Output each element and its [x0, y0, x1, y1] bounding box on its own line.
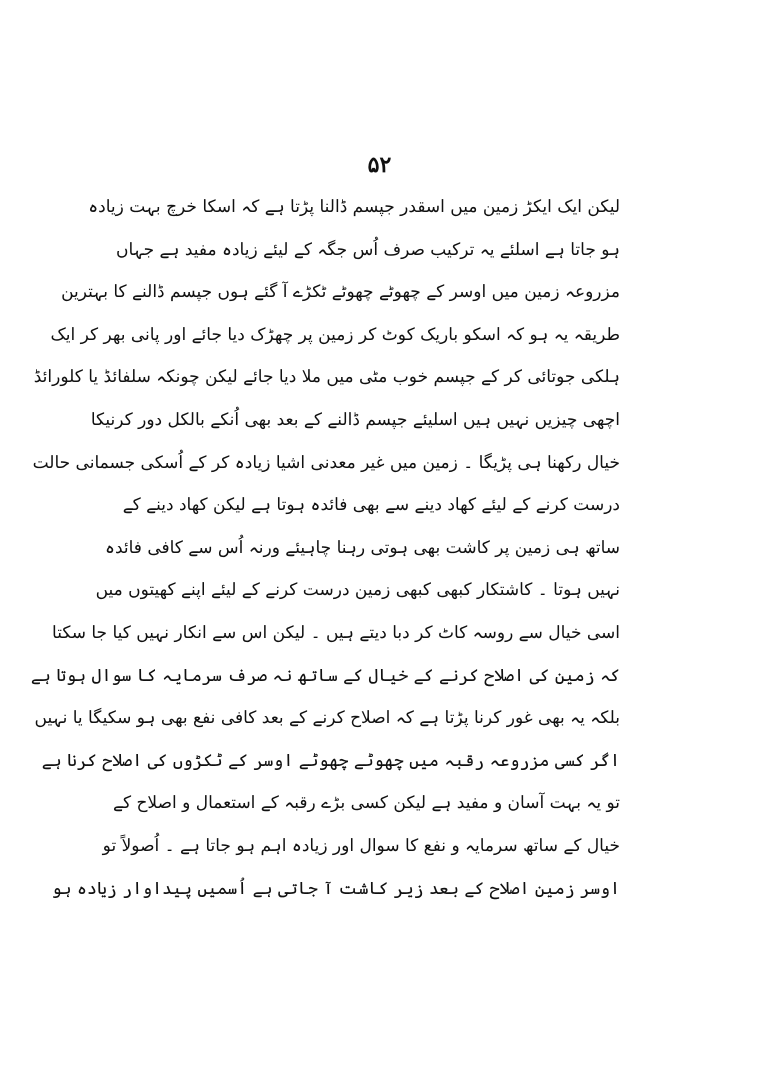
- text-line: تو یہ بہت آسان و مفید ہے لیکن کسی بڑے رقبہ کے استعمال و اصلاح کے: [113, 793, 620, 814]
- text-line: نہیں ہوتا ۔ کاشتکار کبھی کبھی زمین درست کرنے کے لیئے اپنے کھیتوں میں: [95, 580, 620, 601]
- text-line: اچھی چیزیں نہیں ہیں اسلیئے جپسم ڈالنے کے بعد بھی اُنکے بالکل دور کرنیکا: [90, 409, 620, 430]
- text-line: لیکن ایک ایکڑ زمین میں اسقدر جپسم ڈالنا پڑتا ہے کہ اسکا خرچ بہت زیادہ: [88, 197, 620, 217]
- text-line: مزروعہ زمین میں اوسر کے چھوٹے چھوٹے ٹکڑے آ گئے ہوں جپسم ڈالنے کا بہترین: [61, 282, 620, 303]
- text-line: ساتھ ہی زمین پر کاشت بھی ہوتی رہنا چاہیئے ورنہ اُس سے کافی فائدہ: [105, 537, 620, 558]
- text-line: کہ زمین کی اصلاح کرنے کے خیال کے ساتھ نہ صرف سرمایہ کا سوال ہوتا ہے: [30, 665, 620, 686]
- text-line: ہو جاتا ہے اسلئے یہ ترکیب صرف اُس جگہ کے لیئے زیادہ مفید ہے جہاں: [115, 239, 620, 260]
- text-line: خیال رکھنا ہی پڑیگا ۔ زمین میں غیر معدنی اشیا زیادہ کر کے اُسکی جسمانی حالت: [32, 452, 620, 473]
- text-line: خیال کے ساتھ سرمایہ و نفع کا سوال اور زیادہ اہم ہو جاتا ہے ۔ اُصولاً تو: [102, 835, 620, 856]
- text-line: درست کرنے کے لیئے کھاد دینے سے بھی فائدہ ہوتا ہے لیکن کھاد دینے کے: [122, 495, 620, 516]
- page-number: ۵۲: [367, 152, 392, 178]
- text-line: بلکہ یہ بھی غور کرنا پڑتا ہے کہ اصلاح کرنے کے بعد کافی نفع بھی ہو سکیگا یا نہیں: [34, 708, 620, 729]
- text-line: اسی خیال سے روسہ کاٹ کر دبا دیتے ہیں ۔ لیکن اس سے انکار نہیں کیا جا سکتا: [52, 622, 620, 643]
- body-text: [30, 186, 620, 910]
- text-line: اگر کسی مزروعہ رقبہ میں چھوٹے چھوٹے اوسر کے ٹکڑوں کی اصلاح کرنا ہے: [41, 750, 620, 771]
- text-line: ہلکی جوتائی کر کے جپسم خوب مٹی میں ملا دیا جائے لیکن چونکہ سلفائڈ یا کلورائڈ: [33, 367, 620, 388]
- text-line: اوسر زمین اصلاح کے بعد زیر کاشت آ جاتی ہے اُسمیں پیداوار زیادہ ہو: [51, 878, 620, 899]
- text-line: طریقہ یہ ہو کہ اسکو باریک کوٹ کر زمین پر چھڑک دیا جائے اور پانی بھر کر ایک: [50, 324, 620, 345]
